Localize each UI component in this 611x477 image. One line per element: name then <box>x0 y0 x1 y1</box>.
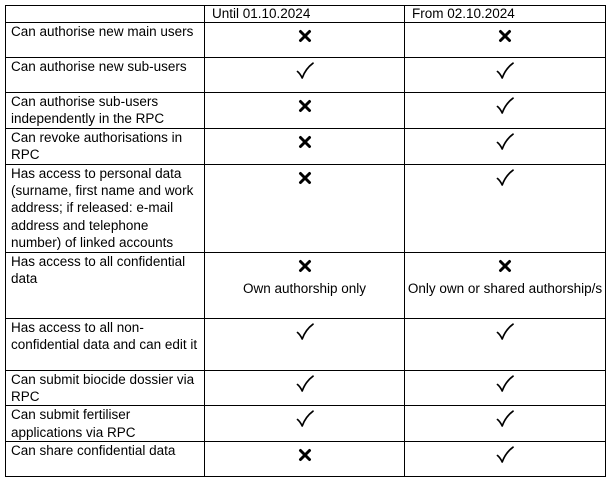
cross-icon <box>295 96 315 116</box>
cell-until <box>205 128 405 164</box>
cross-icon <box>495 256 515 276</box>
cell-until <box>205 164 405 252</box>
cell-until <box>205 93 405 129</box>
cross-icon <box>295 132 315 152</box>
cell-until <box>205 252 405 318</box>
table-row <box>6 406 606 442</box>
cell-until <box>205 318 405 370</box>
table-row <box>6 128 606 164</box>
cell-note: Own authorship only <box>242 280 367 296</box>
table-row <box>6 318 606 370</box>
cross-icon <box>295 445 315 465</box>
cell-from <box>405 164 606 252</box>
header-cell-from: From 02.10.2024 <box>405 6 606 23</box>
check-icon <box>495 374 515 394</box>
cell-from <box>405 128 606 164</box>
cell-from <box>405 318 606 370</box>
cell-until <box>205 370 405 406</box>
permissions-table <box>5 5 606 477</box>
cell-until <box>205 406 405 442</box>
table-row <box>6 23 606 58</box>
cell-from <box>405 252 606 318</box>
table-row <box>6 164 606 252</box>
cross-icon <box>295 168 315 188</box>
header-cell-until: Until 01.10.2024 <box>205 6 405 23</box>
check-icon <box>495 96 515 116</box>
table-row <box>6 252 606 318</box>
row-label: Can authorise sub-users independently in the RPC <box>6 93 205 129</box>
table-row <box>6 370 606 406</box>
check-icon <box>495 445 515 465</box>
row-label: Has access to all confidential data <box>6 252 205 318</box>
check-icon <box>295 409 315 429</box>
row-label: Can authorise new main users <box>6 23 205 58</box>
row-label: Can authorise new sub-users <box>6 58 205 93</box>
row-label: Has access to all non-confidential data and can edit it <box>6 318 205 370</box>
row-label: Can revoke authorisations in RPC <box>6 128 205 164</box>
cell-from <box>405 23 606 58</box>
row-label: Can submit biocide dossier via RPC <box>6 370 205 406</box>
check-icon <box>295 322 315 342</box>
check-icon <box>495 409 515 429</box>
cell-from <box>405 93 606 129</box>
cell-until <box>205 23 405 58</box>
row-label: Can share confidential data <box>6 442 205 477</box>
cross-icon <box>295 256 315 276</box>
table-row <box>6 93 606 129</box>
header-cell-empty <box>6 6 205 23</box>
row-label: Can submit fertiliser applications via RPC <box>6 406 205 442</box>
cross-icon <box>495 26 515 46</box>
check-icon <box>495 61 515 81</box>
cross-icon <box>295 26 315 46</box>
cell-note: Only own or shared authorship/s <box>407 280 603 296</box>
cell-from <box>405 58 606 93</box>
header-row <box>6 6 606 23</box>
check-icon <box>495 168 515 188</box>
check-icon <box>295 374 315 394</box>
check-icon <box>495 132 515 152</box>
table-row <box>6 58 606 93</box>
cell-from <box>405 406 606 442</box>
cell-from <box>405 370 606 406</box>
cell-until <box>205 58 405 93</box>
check-icon <box>495 322 515 342</box>
check-icon <box>295 61 315 81</box>
row-label: Has access to personal data (surname, first name and work address; if released: e-mail address and telephone number) of linked accounts <box>6 164 205 252</box>
